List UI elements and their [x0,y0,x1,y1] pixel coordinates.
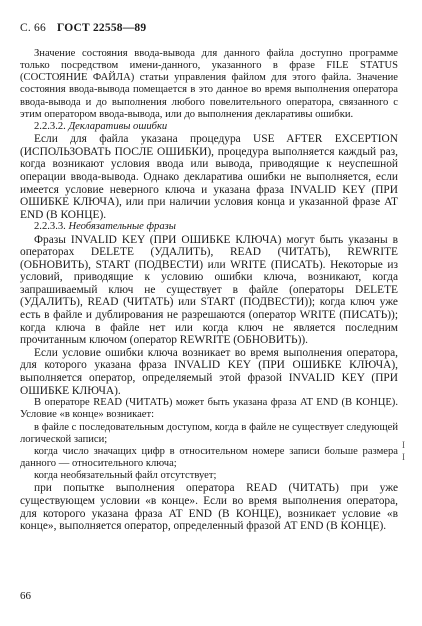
section-number: 2.2.3.3. [34,221,66,233]
page-header [20,22,398,34]
paragraph-condition-optional: когда необязательный файл отсутствует; [34,470,217,482]
page-label: С. 66 [20,22,46,34]
paragraph-file-status: Значение состояния ввода-вывода для данного файла доступно программе только посредством имени-данного, указанного в фразе FILE STATUS (СОСТОЯНИЕ ФАЙЛА) статьи управления файлом для этого файла. Значение состояния ввода-вывода помещается в это данное во время выполнения оператора ввода-вывода и до выполнения любого повелительного оператора, связанного с этим оператором ввода-вывода, или до выполнения декларативы ошибки. [20,48,398,120]
paragraph-invalid-key-condition: Если условие ошибки ключа возникает во время выполнения оператора, для которого указана фраза INVALID KEY (ПРИ ОШИБКЕ КЛЮЧА), выполняется оператор, определяемый этой фразой INVALID KEY (ПРИ ОШИБКЕ КЛЮЧА). [20,346,398,397]
paragraph-condition-relative: когда число значащих цифр в относительном номере записи больше размера данного — относительного ключа; [20,445,398,469]
section-number: 2.2.3.2. [34,120,66,132]
paragraph-at-end: В операторе READ (ЧИТАТЬ) может быть указана фраза AT END (В КОНЦЕ). Условие «в конце» возникает: [20,397,398,421]
paragraph-invalid-key: Фразы INVALID KEY (ПРИ ОШИБКЕ КЛЮЧА) могут быть указаны в операторах DELETE (УДАЛИТЬ), READ (ЧИТАТЬ), REWRITE (ОБНОВИТЬ), START (ПОДВЕСТИ) или WRITE (ПИСАТЬ). Некоторые из условий, приводящие к условию ошибки ключа, возникают, когда запрашиваемый ключ не существует в файле (операторы DELETE (УДАЛИТЬ), READ (ЧИТАТЬ) или START (ПОДВЕСТИ)); когда ключ уже есть в файле и дублирования не разрешаются (оператор WRITE (ПИСАТЬ)); когда ключа в файле нет или когда ключ не является последним прочитанным ключом (оператор REWRITE (ОБНОВИТЬ)). [20,233,398,347]
paragraph-condition-sequential: в файле с последовательным доступом, когда в файле не существует следующей логической записи; [20,421,398,445]
document-page [20,22,398,533]
paragraph-use-after-exception: Если для файла указана процедура USE AFTER EXCEPTION (ИСПОЛЬЗОВАТЬ ПОСЛЕ ОШИБКИ), процедура выполняется каждый раз, когда возникают условия ввода или вывода, приводящие к неуспешной операции ввода-вывода. Однако декларатива ошибки не выполняется, если имеется условие неверного ключа и указана фраза INVALID KEY (ПРИ ОШИБКЕ КЛЮЧА), или при наличии условия конца и указанной фразе AT END (В КОНЦЕ). [20,133,398,221]
section-heading-2-2-3-3 [20,221,398,233]
paragraph-condition-read: при попытке выполнения оператора READ (ЧИТАТЬ) при уже существующем условии «в конце». Если во время выполнения оператора, для которого указана фраза AT END (В КОНЦЕ), возникает условие «в конце», выполняется оператор, определенный фразой AT END (В КОНЦЕ). [20,482,398,533]
body-text [20,48,398,533]
margin-mark: I [402,452,405,462]
section-heading-2-2-3-2 [20,121,398,133]
standard-number: ГОСТ 22558—89 [57,22,147,34]
section-title: Декларативы ошибки [68,120,168,132]
page-number: 66 [20,590,31,602]
margin-mark: I [402,440,405,450]
section-title: Необязательные фразы [68,221,176,233]
